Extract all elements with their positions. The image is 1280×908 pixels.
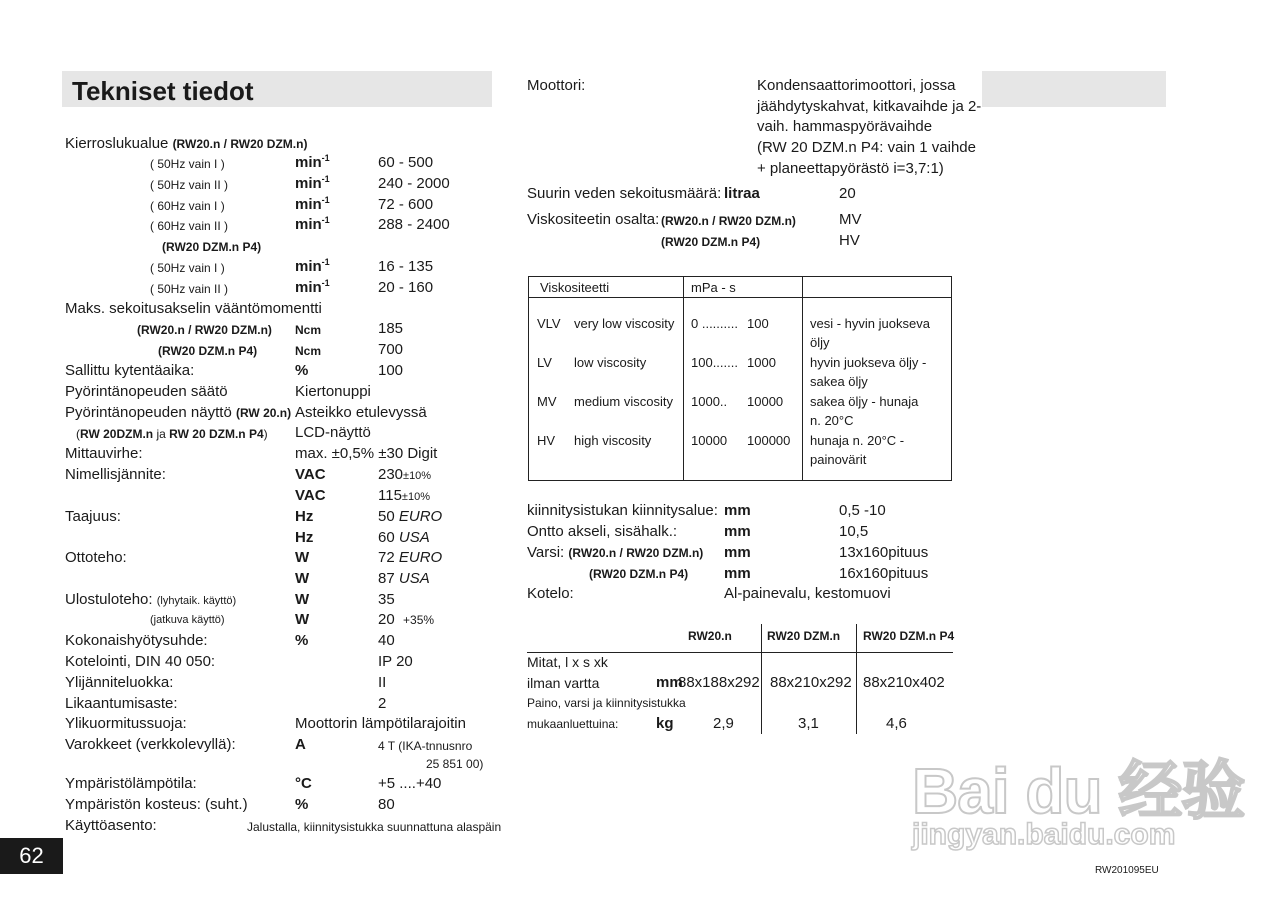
- weight-label: Paino, varsi ja kiinnitysistukka: [527, 696, 686, 710]
- power-in-value: 72 EURO: [378, 549, 443, 566]
- fuse-value-2: 25 851 00): [426, 757, 484, 771]
- frequency-value: 50 EURO: [378, 508, 443, 525]
- table-divider: [528, 297, 952, 298]
- speed-cond: ( 60Hz vain II ): [150, 219, 229, 233]
- viscosity-model: (RW20 DZM.n P4): [661, 235, 761, 249]
- shaft-label: Ontto akseli, sisähalk.:: [527, 523, 678, 540]
- visc-from: 0 ..........: [691, 316, 738, 331]
- table-divider: [802, 276, 803, 480]
- page-number: 62: [0, 838, 63, 874]
- visc-to: 1000: [747, 355, 776, 370]
- visc-to: 100000: [747, 433, 791, 448]
- speed-cond: ( 50Hz vain II ): [150, 282, 229, 296]
- water-unit: litraa: [724, 185, 760, 202]
- torque-label: Maks. sekoitusakselin vääntömomentti: [65, 300, 322, 317]
- efficiency-value: 40: [378, 632, 395, 649]
- viscosity-label: Viskositeetin osalta:: [527, 211, 660, 228]
- watermark-url: jingyan.baidu.com: [912, 818, 1176, 851]
- page-title: Tekniset tiedot: [72, 76, 254, 106]
- fuse-label: Varokkeet (verkkolevyllä):: [65, 736, 236, 753]
- rod-value: 13x160pituus: [839, 544, 929, 561]
- visc-code: MV: [537, 394, 557, 409]
- power-out-unit: W: [295, 591, 310, 608]
- power-out-value: 20 +35%: [378, 611, 435, 628]
- rod-model: (RW20 DZM.n P4): [589, 567, 689, 581]
- ip-value: IP 20: [378, 653, 413, 670]
- weight-unit: kg: [656, 715, 674, 732]
- unit-min: $\min^{-1}$: [295, 153, 330, 171]
- power-in-value: 87 USA: [378, 570, 430, 587]
- speed-value: 240 - 2000: [378, 175, 450, 192]
- torque-value: 700: [378, 341, 404, 358]
- unit-min: $\min^{-1}$: [295, 257, 330, 275]
- visc-from: 100.......: [691, 355, 738, 370]
- speed-display-label: Pyörintänopeuden näyttö (RW 20.n): [65, 404, 292, 421]
- rod-unit: mm: [724, 565, 751, 582]
- torque-unit: Ncm: [295, 344, 322, 358]
- visc-name: low viscosity: [574, 355, 647, 370]
- shaft-value: 10,5: [839, 523, 869, 540]
- torque-cond: (RW20 DZM.n P4): [158, 344, 258, 358]
- visc-from: 10000: [691, 433, 728, 448]
- visc-desc: painovärit: [810, 452, 867, 467]
- fuse-unit: A: [295, 736, 306, 753]
- voltage-value: 115±10%: [378, 487, 430, 504]
- dims-value: 88x210x402: [863, 674, 945, 691]
- weight-value: 4,6: [886, 715, 907, 732]
- power-out-cond: (jatkuva käyttö): [150, 614, 225, 626]
- error-label: Mittauvirhe:: [65, 445, 143, 462]
- ip-label: Kotelointi, DIN 40 050:: [65, 653, 216, 670]
- dims-header: RW20 DZM.n P4: [863, 629, 955, 643]
- water-label: Suurin veden sekoitusmäärä:: [527, 185, 722, 202]
- frequency-value: 60 USA: [378, 529, 430, 546]
- speed-cond: ( 60Hz vain I ): [150, 199, 225, 213]
- speed-control-value: Kiertonuppi: [295, 383, 371, 400]
- chuck-unit: mm: [724, 502, 751, 519]
- efficiency-unit: %: [295, 632, 309, 649]
- humidity-label: Ympäristön kosteus: (suht.): [65, 796, 248, 813]
- housing-value: Al-painevalu, kestomuovi: [724, 585, 891, 602]
- speed-control-label: Pyörintänopeuden säätö: [65, 383, 228, 400]
- temperature-label: Ympäristölämpötila:: [65, 775, 197, 792]
- table-header: mPa - s: [691, 280, 736, 295]
- motor-line: jäähdytyskahvat, kitkavaihde ja 2-: [757, 98, 982, 115]
- torque-value: 185: [378, 320, 404, 337]
- chuck-value: 0,5 -10: [839, 502, 886, 519]
- overvoltage-value: II: [378, 674, 387, 691]
- viscosity-model: (RW20.n / RW20 DZM.n): [661, 214, 796, 228]
- water-value: 20: [839, 185, 856, 202]
- speed-value: 60 - 500: [378, 154, 434, 171]
- table-header: Viskositeetti: [540, 280, 610, 295]
- dims-divider: [856, 624, 857, 734]
- visc-desc: öljy: [810, 335, 830, 350]
- temperature-unit: °C: [295, 775, 312, 792]
- speed-display-lcd: LCD-näyttö: [295, 424, 371, 441]
- overvoltage-label: Ylijänniteluokka:: [65, 674, 174, 691]
- voltage-label: Nimellisjännite:: [65, 466, 166, 483]
- motor-line: vaih. hammaspyörävaihde: [757, 118, 933, 135]
- motor-label: Moottori:: [527, 77, 586, 94]
- visc-to: 100: [747, 316, 769, 331]
- dims-value: 88x188x292: [678, 674, 760, 691]
- torque-unit: Ncm: [295, 323, 322, 337]
- power-in-unit: W: [295, 570, 310, 587]
- unit-min: $\min^{-1}$: [295, 278, 330, 296]
- speed-display-models: (RW 20DZM.n ja RW 20 DZM.n P4): [76, 427, 268, 441]
- speed-value: 288 - 2400: [378, 216, 450, 233]
- watermark-logo: Bai du 经验: [912, 755, 1245, 827]
- frequency-unit: Hz: [295, 508, 314, 525]
- frequency-label: Taajuus:: [65, 508, 121, 525]
- duty-unit: %: [295, 362, 309, 379]
- shaft-unit: mm: [724, 523, 751, 540]
- model-p4-label: (RW20 DZM.n P4): [162, 240, 262, 254]
- viscosity-value: HV: [839, 232, 860, 249]
- doc-code: RW201095EU: [1095, 865, 1159, 876]
- duty-label: Sallittu kytentäaika:: [65, 362, 195, 379]
- power-out-unit: W: [295, 611, 310, 628]
- speed-display-value: Asteikko etulevyssä: [295, 404, 427, 421]
- viscosity-value: MV: [839, 211, 862, 228]
- power-out-label: Ulostuloteho: (lyhytaik. käyttö): [65, 591, 237, 608]
- fuse-value: 4 T (IKA-tnnusnro: [378, 739, 473, 753]
- unit-min: $\min^{-1}$: [295, 174, 330, 192]
- weight-value: 3,1: [798, 715, 819, 732]
- speed-value: 16 - 135: [378, 258, 434, 275]
- overload-label: Ylikuormitussuoja:: [65, 715, 187, 732]
- dims-value: 88x210x292: [770, 674, 852, 691]
- error-value: max. ±0,5% ±30 Digit: [295, 445, 438, 462]
- visc-desc: vesi - hyvin juokseva: [810, 316, 930, 331]
- motor-line: + planeettapyörästö i=3,7:1): [757, 160, 944, 177]
- humidity-unit: %: [295, 796, 309, 813]
- speed-value: 20 - 160: [378, 279, 434, 296]
- unit-min: $\min^{-1}$: [295, 215, 330, 233]
- voltage-unit: VAC: [295, 487, 326, 504]
- dims-header: RW20.n: [688, 629, 732, 643]
- rod-label: Varsi: (RW20.n / RW20 DZM.n): [527, 544, 704, 561]
- speed-cond: ( 50Hz vain I ): [150, 157, 225, 171]
- speed-value: 72 - 600: [378, 196, 434, 213]
- voltage-value: 230±10%: [378, 466, 432, 483]
- chuck-label: kiinnitysistukan kiinnitysalue:: [527, 502, 718, 519]
- visc-code: LV: [537, 355, 552, 370]
- viscosity-table: [528, 276, 952, 481]
- visc-name: medium viscosity: [574, 394, 673, 409]
- power-out-value: 35: [378, 591, 395, 608]
- motor-line: Kondensaattorimoottori, jossa: [757, 77, 956, 94]
- motor-line: (RW 20 DZM.n P4: vain 1 vaihde: [757, 139, 976, 156]
- visc-desc: n. 20°C: [810, 413, 854, 428]
- position-label: Käyttöasento:: [65, 817, 157, 834]
- torque-cond: (RW20.n / RW20 DZM.n): [137, 323, 272, 337]
- overload-value: Moottorin lämpötilarajoitin: [295, 715, 466, 732]
- visc-code: HV: [537, 433, 556, 448]
- rod-unit: mm: [724, 544, 751, 561]
- speed-range-label: Kierroslukualue (RW20.n / RW20 DZM.n): [65, 135, 308, 152]
- dims-label: ilman vartta: [527, 675, 600, 691]
- dims-header: RW20 DZM.n: [767, 629, 841, 643]
- visc-to: 10000: [747, 394, 784, 409]
- efficiency-label: Kokonaishyötysuhde:: [65, 632, 208, 649]
- visc-name: very low viscosity: [574, 316, 675, 331]
- visc-desc: hunaja n. 20°C -: [810, 433, 905, 448]
- unit-min: $\min^{-1}$: [295, 195, 330, 213]
- dims-divider: [761, 624, 762, 734]
- duty-value: 100: [378, 362, 404, 379]
- visc-desc: sakea öljy: [810, 374, 868, 389]
- humidity-value: 80: [378, 796, 395, 813]
- visc-desc: sakea öljy - hunaja: [810, 394, 919, 409]
- housing-label: Kotelo:: [527, 585, 574, 602]
- rod-value: 16x160pituus: [839, 565, 929, 582]
- visc-code: VLV: [537, 316, 561, 331]
- frequency-unit: Hz: [295, 529, 314, 546]
- power-in-label: Ottoteho:: [65, 549, 127, 566]
- speed-cond: ( 50Hz vain I ): [150, 261, 225, 275]
- dims-label: Mitat, l x s xk: [527, 654, 608, 670]
- table-divider: [683, 276, 684, 480]
- weight-value: 2,9: [713, 715, 734, 732]
- speed-cond: ( 50Hz vain II ): [150, 178, 229, 192]
- header-bar-right: [982, 71, 1166, 107]
- visc-desc: hyvin juokseva öljy -: [810, 355, 927, 370]
- dims-unit: mm: [656, 674, 683, 691]
- power-in-unit: W: [295, 549, 310, 566]
- position-value: Jalustalla, kiinnitysistukka suunnattuna alaspäin: [247, 820, 502, 834]
- temperature-value: +5 ....+40: [378, 775, 442, 792]
- pollution-value: 2: [378, 695, 387, 712]
- voltage-unit: VAC: [295, 466, 326, 483]
- weight-label: mukaanluettuina:: [527, 717, 619, 731]
- visc-from: 1000..: [691, 394, 728, 409]
- pollution-label: Likaantumisaste:: [65, 695, 178, 712]
- visc-name: high viscosity: [574, 433, 652, 448]
